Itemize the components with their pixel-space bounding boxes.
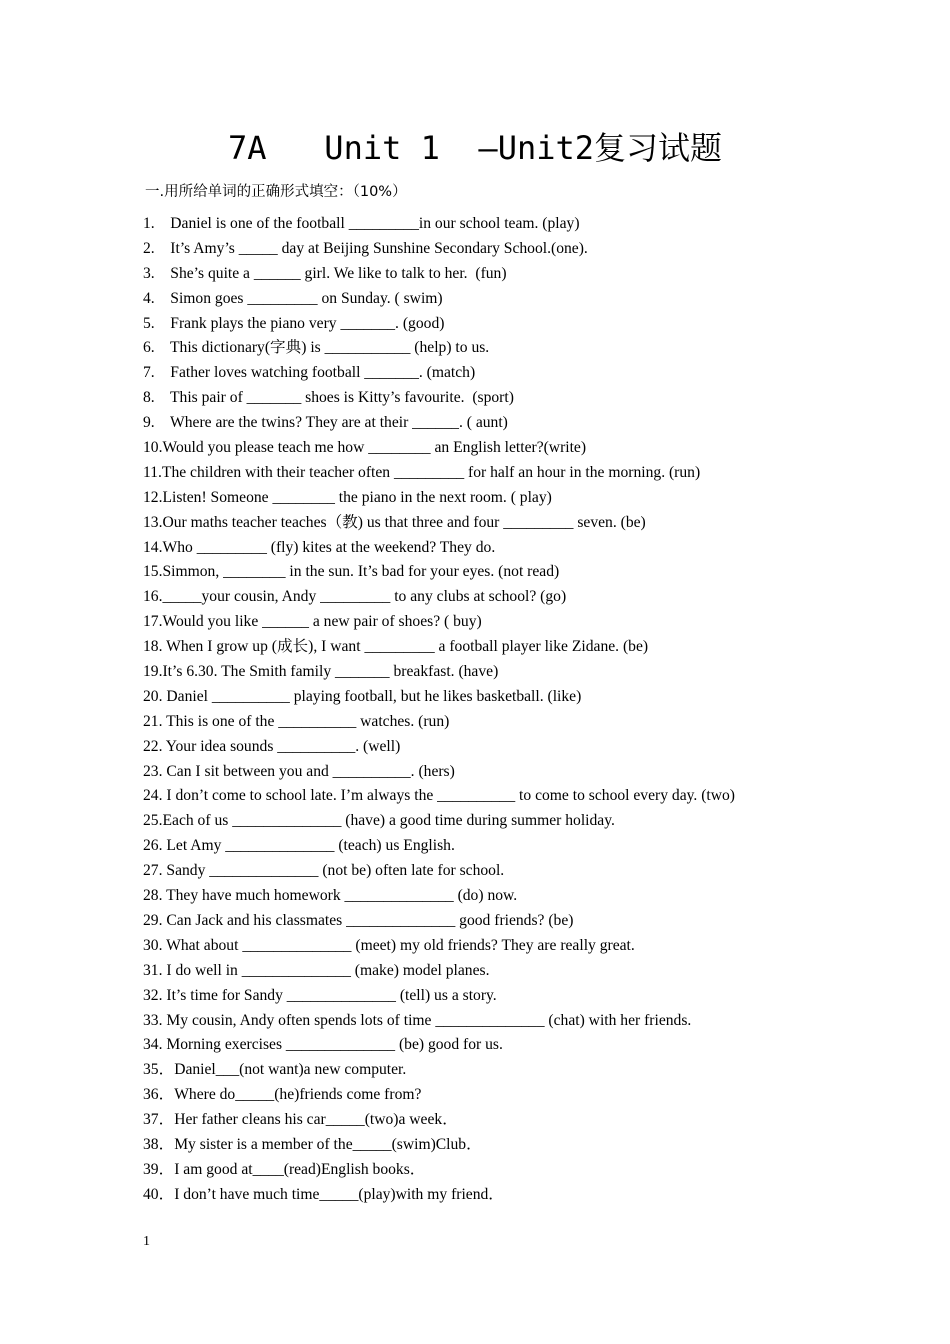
question-item: 18. When I grow up (成长), I want _________ a football player like Zidane. (be) [143, 638, 649, 656]
page-title: 7A Unit 1 –Unit2复习试题 [227, 129, 723, 167]
question-list [143, 212, 735, 1208]
question-item: 36．Where do_____(he)friends come from? [143, 1086, 422, 1104]
question-item: 11.The children with their teacher often _________ for half an hour in the morning. (run) [143, 463, 701, 481]
question-item: 20. Daniel __________ playing football, but he likes basketball. (like) [143, 687, 582, 705]
question-item: 30. What about ______________ (meet) my old friends? They are really great. [143, 936, 635, 954]
question-item: 26. Let Amy ______________ (teach) us English. [143, 837, 455, 855]
question-item: 1. Daniel is one of the football _________in our school team. (play) [143, 215, 580, 232]
question-item: 5. Frank plays the piano very _______. (good) [143, 314, 445, 332]
question-item: 16._____your cousin, Andy _________ to any clubs at school? (go) [143, 588, 567, 606]
question-item: 29. Can Jack and his classmates ______________ good friends? (be) [143, 911, 574, 929]
question-item: 34. Morning exercises ______________ (be) good for us. [143, 1036, 503, 1054]
question-item: 4. Simon goes _________ on Sunday. ( swim) [143, 289, 443, 307]
question-item: 35．Daniel___(not want)a new computer. [143, 1061, 407, 1079]
question-item: 15.Simmon, ________ in the sun. It’s bad for your eyes. (not read) [143, 563, 560, 581]
question-item: 39．I am good at____(read)English books． [143, 1160, 426, 1178]
question-item: 17.Would you like ______ a new pair of shoes? ( buy) [143, 613, 482, 631]
question-item: 3. She’s quite a ______ girl. We like to talk to her. (fun) [143, 264, 507, 282]
question-item: 27. Sandy ______________ (not be) often late for school. [143, 862, 505, 880]
question-item: 28. They have much homework ______________ (do) now. [143, 887, 518, 905]
question-item: 37．Her father cleans his car_____(two)a week． [143, 1111, 458, 1129]
question-item: 8. This pair of _______ shoes is Kitty’s favourite. (sport) [143, 389, 514, 407]
question-item: 23. Can I sit between you and __________. (hers) [143, 762, 455, 780]
page-number: 1 [143, 1234, 150, 1249]
question-item: 9. Where are the twins? They are at their ______. ( aunt) [143, 414, 508, 432]
question-item: 2. It’s Amy’s _____ day at Beijing Sunshine Secondary School.(one). [143, 239, 588, 257]
question-item: 25.Each of us ______________ (have) a good time during summer holiday. [143, 812, 615, 830]
question-item: 24. I don’t come to school late. I’m always the __________ to come to school every day. (two) [143, 787, 735, 805]
question-item: 40．I don’t have much time_____(play)with my friend． [143, 1185, 504, 1203]
section-heading: 一.用所给单词的正确形式填空：（10%） [145, 184, 407, 200]
question-item: 10.Would you please teach me how ________ an English letter?(write) [143, 439, 587, 457]
question-item: 6. This dictionary(字典) is ___________ (help) to us. [143, 339, 490, 357]
question-item: 19.It’s 6.30. The Smith family _______ breakfast. (have) [143, 663, 499, 681]
question-item: 21. This is one of the __________ watches. (run) [143, 712, 450, 730]
question-item: 14.Who _________ (fly) kites at the weekend? They do. [143, 538, 496, 556]
question-item: 22. Your idea sounds __________. (well) [143, 737, 401, 755]
question-item: 32. It’s time for Sandy ______________ (tell) us a story. [143, 986, 497, 1004]
question-item: 33. My cousin, Andy often spends lots of time ______________ (chat) with her friends. [143, 1011, 692, 1029]
question-item: 31. I do well in ______________ (make) model planes. [143, 961, 490, 979]
question-item: 38．My sister is a member of the_____(swim)Club． [143, 1135, 482, 1153]
question-item: 13.Our maths teacher teaches（教) us that three and four _________ seven. (be) [143, 513, 646, 531]
question-item: 12.Listen! Someone ________ the piano in the next room. ( play) [143, 488, 552, 506]
question-item: 7. Father loves watching football _______. (match) [143, 364, 476, 382]
